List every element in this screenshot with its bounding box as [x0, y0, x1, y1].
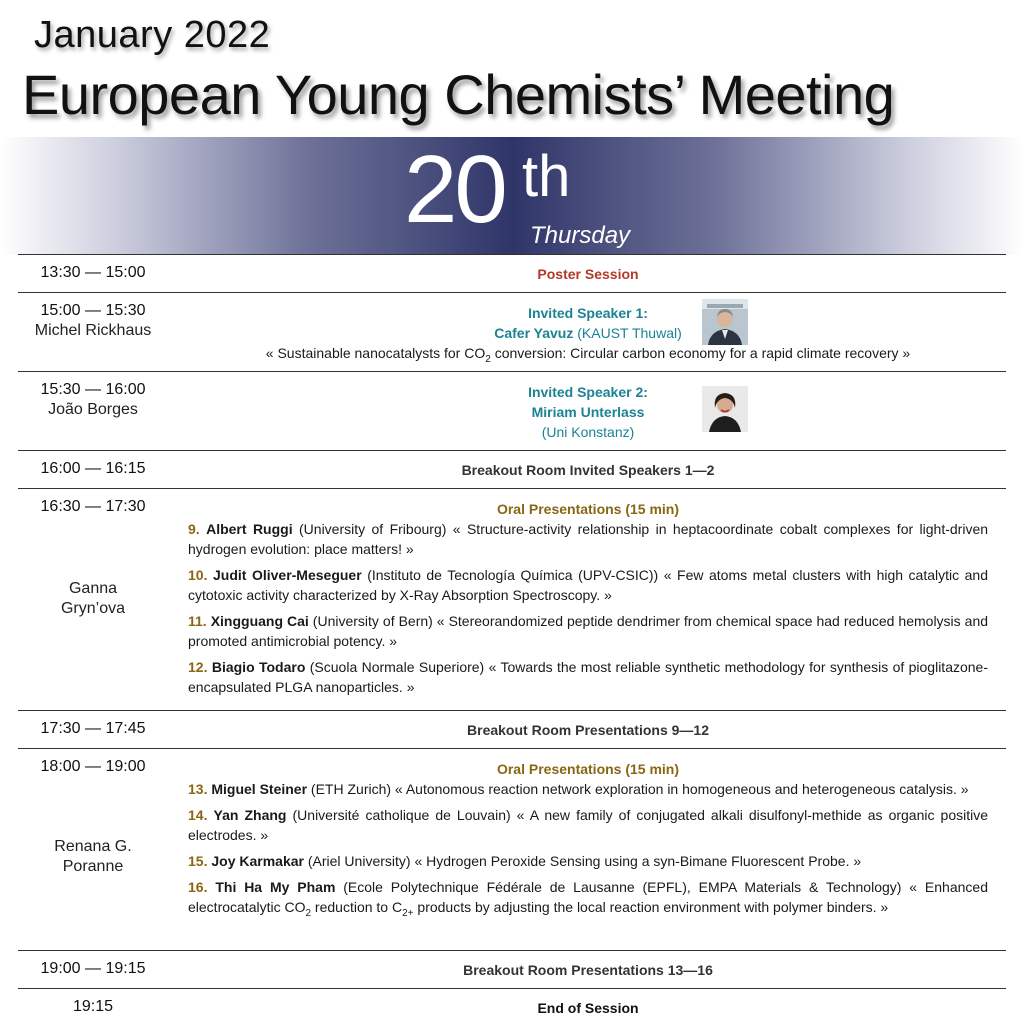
row-time: 16:00 — 16:15	[40, 460, 146, 477]
presenter-name: Yan Zhang	[213, 807, 287, 823]
presentation-text: (ETH Zurich) « Autonomous reaction network exploration in homogeneous and heterogeneous catalysis. »	[307, 781, 969, 797]
presenter-name: Albert Ruggi	[206, 521, 293, 537]
row-time: 18:00 — 19:00	[40, 758, 146, 775]
row-title: Breakout Room Presentations 13—16	[463, 962, 713, 978]
chair-first-name: Ganna	[68, 580, 118, 597]
presenter-name: Joy Karmakar	[211, 853, 304, 869]
list-item	[188, 657, 988, 697]
schedule-row-breakout-1	[18, 450, 1006, 488]
talk-text: conversion: Circular carbon economy for a rapid climate recovery »	[490, 345, 911, 361]
speaker-photo-icon	[702, 299, 748, 345]
presentation-number: 13.	[188, 781, 208, 797]
presentation-number: 9.	[188, 521, 200, 537]
speaker-photo-icon	[702, 386, 748, 432]
schedule-row-oral-2	[18, 748, 1006, 950]
day-name: Thursday	[530, 222, 631, 249]
row-time: 19:00 — 19:15	[40, 960, 146, 977]
presenter-name: Judit Oliver-Meseguer	[213, 567, 362, 583]
schedule-row-breakout-2	[18, 710, 1006, 748]
invited-label: Invited Speaker 1:	[528, 305, 648, 321]
subscript: 2+	[402, 907, 414, 919]
presentation-text: reduction to C	[311, 899, 403, 915]
presentation-list	[188, 759, 988, 930]
chair-first-name: Renana G.	[54, 838, 132, 855]
presentation-number: 14.	[188, 807, 208, 823]
month-heading: January 2022	[34, 14, 271, 56]
row-time: 19:15	[72, 998, 114, 1015]
session-chair	[18, 579, 168, 619]
presentation-text: (Instituto de Tecnología Química (UPV-CSIC)) « Few atoms metal clusters with high catalytic and cytotoxic activity characterized by X-Ray Absorption Spectroscopy. »	[188, 567, 989, 603]
meeting-title: European Young Chemists’ Meeting	[22, 63, 895, 126]
presentation-text: (Ariel University) « Hydrogen Peroxide Sensing using a syn-Bimane Fluorescent Probe. »	[303, 853, 862, 869]
session-title: Oral Presentations (15 min)	[496, 761, 680, 777]
presenter-name: Thi Ha My Pham	[215, 879, 336, 895]
schedule-table	[18, 254, 1006, 1026]
presentation-list	[188, 499, 988, 703]
list-item	[188, 611, 988, 651]
presentation-text: (University of Fribourg) « Structure-activity relationship in heptacoordinate cobalt complexes for light-driven hydrogen evolution: place matters! »	[188, 521, 989, 557]
list-item	[188, 779, 988, 799]
list-item	[188, 519, 988, 559]
day-suffix: th	[522, 144, 571, 209]
presentation-number: 11.	[188, 613, 207, 629]
speaker-name: Cafer Yavuz	[494, 325, 574, 341]
invited-speaker-block	[188, 303, 988, 370]
presentation-number: 12.	[188, 659, 208, 675]
list-item	[188, 805, 988, 845]
presentation-text: (Ecole Polytechnique Fédérale de Lausanne (EPFL), EMPA Materials & Technology) « Enhanced electrocatalytic CO	[188, 879, 988, 915]
invited-label: Invited Speaker 2:	[528, 384, 648, 400]
session-chair: João Borges	[48, 401, 138, 418]
presenter-name: Miguel Steiner	[211, 781, 308, 797]
speaker-affiliation: (Uni Konstanz)	[541, 424, 635, 440]
row-time: 15:00 — 15:30	[40, 302, 146, 319]
presentation-text: products by adjusting the local reaction environment with polymer binders. »	[413, 899, 889, 915]
schedule-row-end	[18, 988, 1006, 1026]
speaker-affiliation: (KAUST Thuwal)	[577, 325, 682, 341]
presentation-text: (University of Bern) « Stereorandomized peptide dendrimer from chemical space had reduced hemolysis and promoted antimicrobial potency. »	[188, 613, 989, 649]
schedule-row-breakout-3	[18, 950, 1006, 988]
schedule-row-oral-1	[18, 488, 1006, 710]
list-item	[188, 877, 988, 924]
schedule-row-invited-2	[18, 371, 1006, 450]
chair-last-name: Poranne	[62, 858, 124, 875]
presentation-number: 10.	[188, 567, 208, 583]
presentation-text: (Université catholique de Louvain) « A new family of conjugated alkali disulfonyl-methide as organic positive electrodes. »	[188, 807, 989, 843]
presentation-number: 16.	[188, 879, 208, 895]
day-number: 20	[404, 136, 505, 243]
talk-text: « Sustainable nanocatalysts for CO	[265, 345, 486, 361]
speaker-name: Miriam Unterlass	[531, 404, 645, 420]
row-time: 17:30 — 17:45	[40, 720, 146, 737]
presenter-name: Xingguang Cai	[210, 613, 309, 629]
list-item	[188, 851, 988, 871]
session-title: Oral Presentations (15 min)	[496, 501, 680, 517]
row-time: 16:30 — 17:30	[40, 498, 146, 515]
invited-speaker-block	[188, 382, 988, 442]
speaker-line	[188, 323, 988, 343]
session-chair	[18, 837, 168, 877]
talk-subscript: 2	[485, 353, 491, 365]
talk-title	[188, 343, 988, 370]
presentation-text: (Scuola Normale Superiore) « Towards the most reliable synthetic methodology for synthesis of pioglitazone-encapsulated PLGA nanoparticles. »	[188, 659, 988, 695]
row-title: Breakout Room Presentations 9—12	[467, 722, 709, 738]
row-title: Poster Session	[537, 266, 639, 282]
presenter-name: Biagio Todaro	[211, 659, 306, 675]
date-banner	[0, 137, 1024, 255]
session-chair: Michel Rickhaus	[34, 322, 152, 339]
row-title: End of Session	[537, 1000, 639, 1016]
row-time: 15:30 — 16:00	[40, 381, 146, 398]
subscript: 2	[305, 907, 312, 919]
presentation-number: 15.	[188, 853, 208, 869]
schedule-row-invited-1	[18, 292, 1006, 371]
list-item	[188, 565, 988, 605]
schedule-row-poster	[18, 254, 1006, 292]
chair-last-name: Gryn’ova	[60, 600, 126, 617]
row-time: 13:30 — 15:00	[40, 264, 146, 281]
row-title: Breakout Room Invited Speakers 1—2	[461, 462, 715, 478]
